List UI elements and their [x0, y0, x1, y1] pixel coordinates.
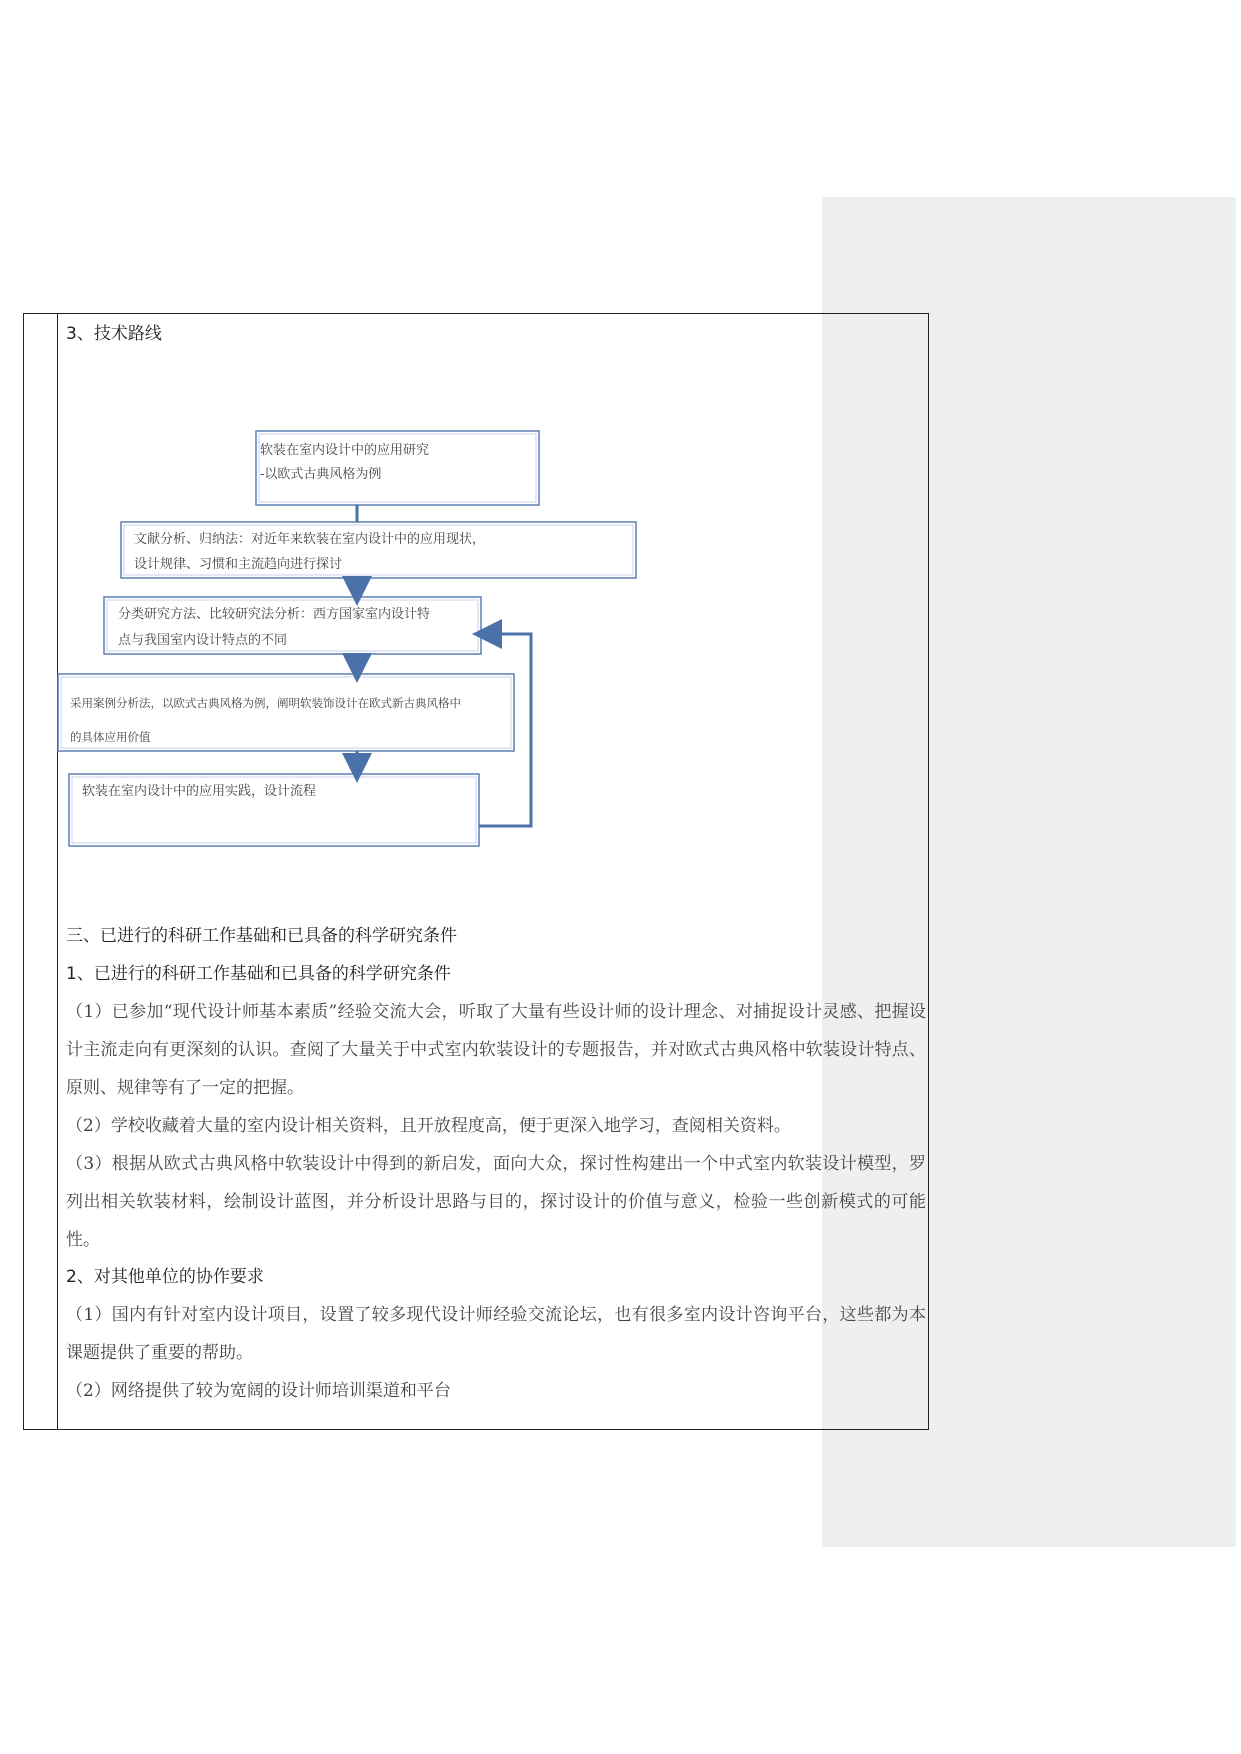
flow-box-5-line1: 软装在室内设计中的应用实践，设计流程: [82, 784, 317, 799]
flow-box-4-line2: 的具体应用价值: [70, 730, 151, 744]
flow-box-1-line1: 软装在室内设计中的应用研究: [260, 443, 430, 458]
sub1-paragraph-1: （1）已参加“现代设计师基本素质”经验交流大会，听取了大量有些设计师的设计理念、对捕捉设计灵感、把握设计主流走向有更深刻的认识。查阅了大量关于中式室内软装设计的专题报告，并对欧式古典风格中软装设计特点、原则、规律等有了一定的把握。: [66, 1002, 926, 1098]
section-three-title: 三、已进行的科研工作基础和已具备的科学研究条件: [66, 926, 457, 946]
route-heading: 3、技术路线: [66, 324, 162, 344]
flow-box-3-line2: 点与我国室内设计特点的不同: [118, 633, 288, 648]
flow-box-2-line2: 设计规律、习惯和主流趋向进行探讨: [134, 557, 343, 572]
subsection-2-title: 2、对其他单位的协作要求: [66, 1267, 264, 1287]
sub1-paragraph-3: （3）根据从欧式古典风格中软装设计中得到的新启发，面向大众，探讨性构建出一个中式室内软装设计模型，罗列出相关软装材料，绘制设计蓝图，并分析设计思路与目的，探讨设计的价值与意义，检验一些创新模式的可能性。: [66, 1154, 926, 1250]
subsection-1-title: 1、已进行的科研工作基础和已具备的科学研究条件: [66, 964, 451, 984]
flow-box-2-line1: 文献分析、归纳法：对近年来软装在室内设计中的应用现状，: [134, 532, 486, 547]
flow-box-4-line1: 采用案例分析法，以欧式古典风格为例，阐明软装饰设计在欧式新古典风格中: [70, 696, 461, 710]
flow-box-3-line1: 分类研究方法、比较研究法分析：西方国家室内设计特: [118, 607, 431, 622]
sub2-paragraph-1: （1）国内有针对室内设计项目，设置了较多现代设计师经验交流论坛，也有很多室内设计咨询平台，这些都为本课题提供了重要的帮助。: [66, 1305, 926, 1363]
sub2-paragraph-2: （2）网络提供了较为宽阔的设计师培训渠道和平台: [66, 1381, 451, 1401]
sub1-paragraph-2: （2）学校收藏着大量的室内设计相关资料，且开放程度高，便于更深入地学习，查阅相关资料。: [66, 1116, 791, 1136]
feedback-loop-arrow: [479, 634, 531, 826]
flow-box-1-line2: -以欧式古典风格为例: [260, 467, 382, 482]
